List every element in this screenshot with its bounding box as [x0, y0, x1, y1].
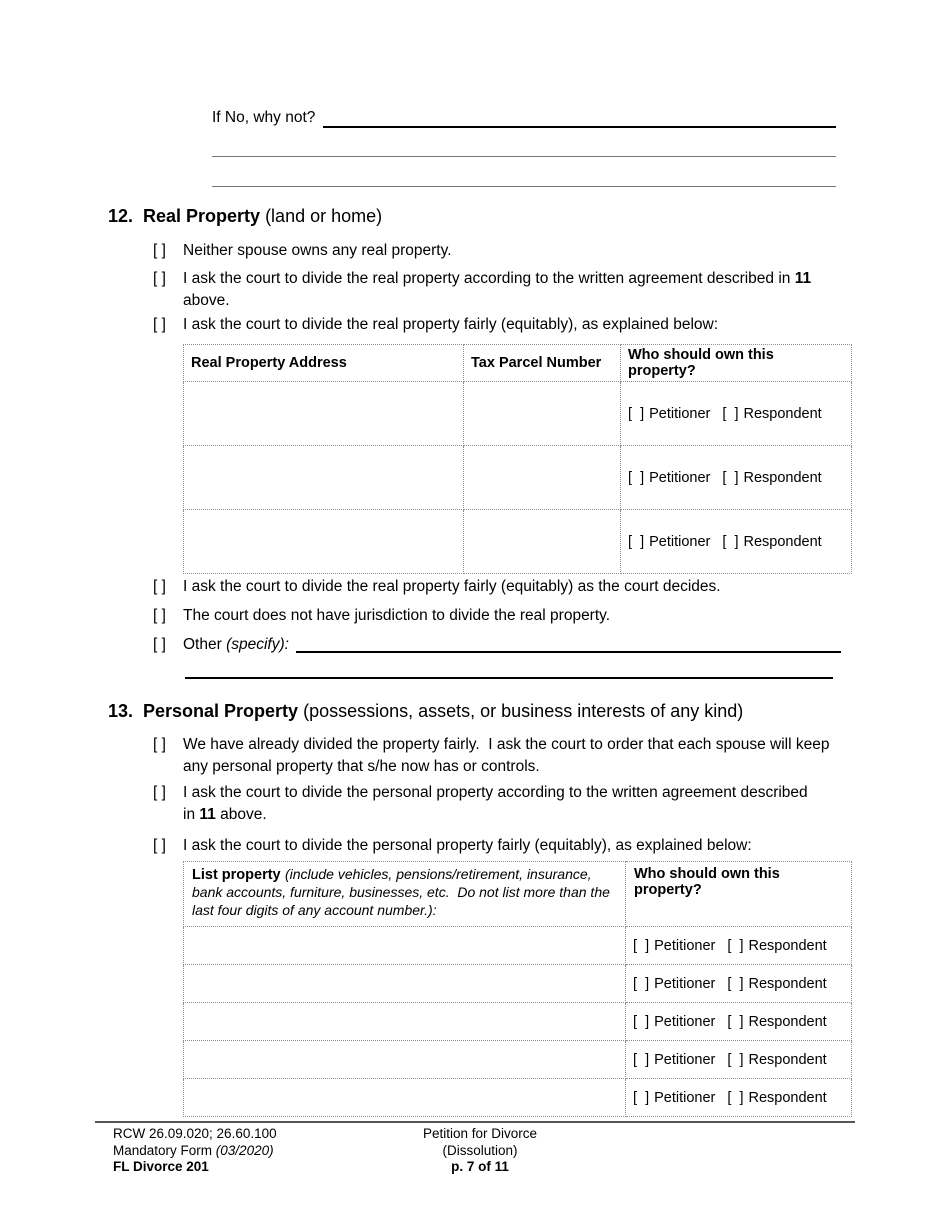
option-divide-real-by-agreement — [153, 268, 841, 311]
respondent-label: Respondent — [743, 533, 822, 550]
petitioner-label: Petitioner — [654, 1051, 716, 1068]
table-row — [184, 510, 852, 574]
parcel-cell[interactable] — [464, 382, 621, 446]
table-row — [184, 1003, 852, 1041]
petitioner-checkbox[interactable]: [ ] — [628, 405, 645, 422]
option-label: I ask the court to divide the real property according to the written agreement described in 11 above. — [183, 270, 812, 309]
address-cell[interactable] — [184, 446, 464, 510]
footer-doc-subtitle: (Dissolution) — [442, 1142, 518, 1158]
if-no-input-line[interactable] — [323, 108, 836, 128]
petitioner-checkbox[interactable]: [ ] — [628, 469, 645, 486]
option-divide-real-fairly-below — [153, 314, 841, 336]
if-no-label: If No, why not? — [212, 109, 316, 126]
respondent-checkbox[interactable]: [ ] — [727, 975, 744, 992]
footer-center-block — [330, 1126, 630, 1176]
section-subtitle: (possessions, assets, or business interests of any kind) — [303, 701, 744, 721]
petitioner-label: Petitioner — [654, 937, 716, 954]
footer-page-number: p. 7 of 11 — [451, 1159, 509, 1174]
table-row — [184, 1079, 852, 1117]
option-label: I ask the court to divide the real property fairly (equitably) as the court decides. — [183, 578, 721, 595]
section-title: Real Property — [143, 206, 261, 226]
table-header-row — [184, 345, 852, 382]
section-title: Personal Property — [143, 701, 299, 721]
table-row — [184, 927, 852, 965]
property-cell[interactable] — [184, 1041, 626, 1079]
owner-cell — [626, 1041, 852, 1079]
owner-cell — [626, 1079, 852, 1117]
respondent-checkbox[interactable]: [ ] — [727, 1051, 744, 1068]
option-already-divided — [153, 734, 841, 777]
respondent-checkbox[interactable]: [ ] — [727, 937, 744, 954]
option-label: I ask the court to divide the real property fairly (equitably), as explained below: — [183, 316, 719, 333]
address-cell[interactable] — [184, 510, 464, 574]
option-label: The court does not have jurisdiction to divide the real property. — [183, 607, 611, 624]
column-header-address: Real Property Address — [184, 345, 464, 382]
address-cell[interactable] — [184, 382, 464, 446]
petitioner-label: Petitioner — [654, 975, 716, 992]
option-label: Neither spouse owns any real property. — [183, 242, 452, 259]
section-number: 13. — [108, 701, 134, 721]
option-other-specify — [153, 634, 841, 656]
option-label: I ask the court to divide the personal property fairly (equitably), as explained below: — [183, 837, 752, 854]
petitioner-checkbox[interactable]: [ ] — [628, 533, 645, 550]
option-neither-owns-real-property — [153, 240, 841, 262]
property-cell[interactable] — [184, 965, 626, 1003]
column-header-owner: Who should own this property? — [621, 345, 852, 382]
option-divide-personal-fairly-below — [153, 835, 841, 857]
respondent-label: Respondent — [748, 1089, 827, 1106]
table-row — [184, 965, 852, 1003]
footer-form-id: FL Divorce 201 — [113, 1159, 209, 1174]
property-cell[interactable] — [184, 927, 626, 965]
checkbox[interactable]: [ ] — [153, 578, 166, 595]
petitioner-checkbox[interactable]: [ ] — [633, 1013, 650, 1030]
checkbox[interactable]: [ ] — [153, 636, 166, 653]
footer-doc-title: Petition for Divorce — [422, 1126, 538, 1141]
checkbox[interactable]: [ ] — [153, 270, 166, 287]
table-row — [184, 1041, 852, 1079]
owner-cell — [626, 1003, 852, 1041]
owner-cell — [626, 927, 852, 965]
checkbox[interactable]: [ ] — [153, 242, 166, 259]
respondent-label: Respondent — [748, 975, 827, 992]
respondent-label: Respondent — [743, 405, 822, 422]
owner-cell — [621, 446, 852, 510]
personal-property-table — [183, 861, 852, 1117]
checkbox[interactable]: [ ] — [153, 837, 166, 854]
petitioner-checkbox[interactable]: [ ] — [633, 1089, 650, 1106]
respondent-checkbox[interactable]: [ ] — [727, 1089, 744, 1106]
owner-cell — [621, 510, 852, 574]
checkbox[interactable]: [ ] — [153, 736, 166, 753]
property-cell[interactable] — [184, 1079, 626, 1117]
other-input-line[interactable] — [296, 634, 841, 653]
option-divide-real-court-decides — [153, 576, 841, 598]
petitioner-label: Petitioner — [649, 469, 711, 486]
petitioner-label: Petitioner — [649, 533, 711, 550]
respondent-label: Respondent — [743, 469, 822, 486]
respondent-label: Respondent — [748, 937, 827, 954]
owner-cell — [621, 382, 852, 446]
petitioner-checkbox[interactable]: [ ] — [633, 975, 650, 992]
column-header-parcel: Tax Parcel Number — [464, 345, 621, 382]
column-header-owner: Who should own this property? — [626, 862, 852, 927]
option-divide-personal-by-agreement — [153, 782, 841, 825]
footer-left-block — [113, 1126, 277, 1176]
table-row — [184, 382, 852, 446]
table-header-row — [184, 862, 852, 927]
respondent-label: Respondent — [748, 1013, 827, 1030]
respondent-checkbox[interactable]: [ ] — [722, 533, 739, 550]
parcel-cell[interactable] — [464, 510, 621, 574]
section-subtitle: (land or home) — [265, 206, 383, 226]
section-13-heading — [108, 701, 743, 722]
petitioner-label: Petitioner — [654, 1013, 716, 1030]
respondent-checkbox[interactable]: [ ] — [722, 469, 739, 486]
option-label: I ask the court to divide the personal property according to the written agreement described in 11 above. — [183, 784, 808, 823]
petitioner-checkbox[interactable]: [ ] — [633, 937, 650, 954]
if-no-row — [212, 108, 836, 128]
respondent-checkbox[interactable]: [ ] — [727, 1013, 744, 1030]
checkbox[interactable]: [ ] — [153, 316, 166, 333]
blank-write-line[interactable] — [212, 186, 836, 187]
property-cell[interactable] — [184, 1003, 626, 1041]
option-no-jurisdiction — [153, 605, 841, 627]
respondent-checkbox[interactable]: [ ] — [722, 405, 739, 422]
petitioner-checkbox[interactable]: [ ] — [633, 1051, 650, 1068]
column-header-list-property: List property (include vehicles, pensions/retirement, insurance, bank accounts, furniture, businesses, etc. Do not list more than the last four digits of any account number.): — [184, 862, 626, 927]
table-row — [184, 446, 852, 510]
blank-write-line[interactable] — [212, 156, 836, 157]
checkbox[interactable]: [ ] — [153, 607, 166, 624]
parcel-cell[interactable] — [464, 446, 621, 510]
option-label: We have already divided the property fairly. I ask the court to order that each spouse will keep any personal property that s/he now has or controls. — [183, 736, 830, 775]
petitioner-label: Petitioner — [654, 1089, 716, 1106]
section-number: 12. — [108, 206, 134, 226]
footer-divider — [95, 1121, 855, 1123]
section-12-heading — [108, 206, 382, 227]
owner-cell — [626, 965, 852, 1003]
real-property-table — [183, 344, 852, 574]
other-continuation-line[interactable] — [185, 677, 833, 679]
checkbox[interactable]: [ ] — [153, 784, 166, 801]
option-label: Other (specify): — [183, 634, 841, 656]
footer-rcw: RCW 26.09.020; 26.60.100 — [113, 1126, 277, 1141]
respondent-label: Respondent — [748, 1051, 827, 1068]
footer-mandatory-form: Mandatory Form (03/2020) — [113, 1142, 274, 1158]
petitioner-label: Petitioner — [649, 405, 711, 422]
